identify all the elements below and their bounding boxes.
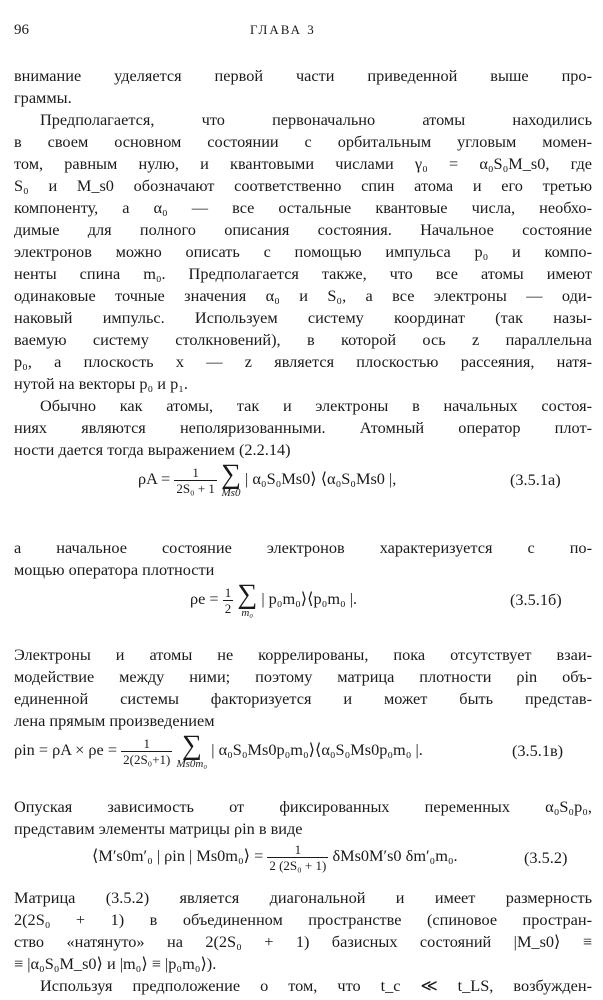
equation-3-5-1a (138, 459, 397, 499)
eq-lhs: ⟨M′s0m′₀ | ρin | Ms0m₀⟩ = (92, 846, 264, 866)
equation-number: (3.5.1в) (512, 741, 564, 760)
eq-body: | α₀S₀Ms0⟩ ⟨α₀S₀Ms0 |, (245, 469, 397, 489)
text-line: Обычно как атомы, так и электроны в начальных состоя- (40, 396, 592, 415)
text-line: единенной системы факторизуется и может быть представ- (14, 689, 592, 708)
eq-frac-den: 2 (224, 601, 232, 616)
equation-3-5-2 (92, 842, 458, 873)
text-line: Предполагается, что первоначально атомы находились (40, 110, 592, 129)
eq-frac-den: 2 (2S₀ + 1) (269, 858, 327, 873)
eq-fraction (174, 465, 217, 496)
text-line: граммы. (14, 88, 72, 107)
sum-index: m₀ (241, 607, 254, 619)
chapter-header: ГЛАВА 3 (250, 22, 316, 37)
text-line: электронов можно описать с помощью импульса p₀ и компо- (14, 242, 592, 261)
eq-body: δMs0M′s0 δm′₀m₀. (332, 846, 458, 866)
eq-frac-den: 2(2S₀+1) (123, 752, 171, 767)
sum-symbol: ∑ Ms0m₀ (176, 730, 208, 770)
text-line: p₀, а плоскость x — z является плоскостью рассеяния, натя- (14, 352, 592, 371)
text-line: ности дается тогда выражением (2.2.14) (14, 440, 291, 459)
text-line: ненты спина m₀. Предполагается также, что все атомы имеют (14, 264, 592, 283)
text-line: а начальное состояние электронов характеризуется с по- (14, 538, 592, 557)
equation-3-5-1v (14, 730, 423, 770)
equation-number: (3.5.2) (524, 848, 568, 867)
eq-frac-num: 1 (121, 736, 172, 752)
eq-body: | α₀S₀Ms0p₀m₀⟩⟨α₀S₀Ms0p₀m₀ |. (211, 740, 423, 760)
eq-fraction (121, 736, 172, 767)
sum-index: Ms0m₀ (176, 758, 208, 770)
text-line: компоненту, а α₀ — все остальные квантовые числа, необхо- (14, 198, 592, 217)
page-number: 96 (14, 22, 29, 38)
sum-index: Ms0 (221, 487, 241, 499)
text-line: S₀ и M_s0 обозначают соответственно спин атома и его третью (14, 176, 592, 195)
text-line: Матрица (3.5.2) является диагональной и имеет размерность (14, 888, 592, 907)
text-line: димые для полного описания состояния. Начальное состояние (14, 220, 592, 239)
eq-fraction (267, 842, 328, 873)
text-line: мощью оператора плотности (14, 560, 215, 579)
eq-frac-den: 2S₀ + 1 (176, 481, 215, 496)
text-line: в своем основном состоянии с орбитальным угловым момен- (14, 132, 592, 151)
text-line: одинаковые точные значения α₀ и S₀, а все электроны — оди- (14, 286, 592, 305)
text-line: наковый импульс. Используем систему координат (так назы- (14, 308, 592, 327)
eq-frac-num: 1 (224, 585, 232, 600)
text-line: внимание уделяется первой части приведенной выше про- (14, 66, 592, 85)
eq-lhs: ρe = (190, 589, 219, 609)
eq-frac-num: 1 (174, 465, 217, 481)
equation-number: (3.5.1б) (510, 590, 562, 609)
text-line: ство «натянуто» на 2(2S₀ + 1) базисных состояний |M_s0⟩ ≡ (14, 932, 592, 951)
text-line: ваемую систему столкновений), в которой ось z параллельна (14, 330, 592, 349)
equation-number: (3.5.1a) (510, 470, 561, 489)
text-line: лена прямым произведением (14, 711, 215, 730)
text-line: представим элементы матрицы ρin в виде (14, 819, 303, 838)
text-line: модействие между ними; поэтому матрица плотности ρin объ- (14, 667, 592, 686)
text-line: Опуская зависимость от фиксированных переменных α₀S₀p₀, (14, 797, 592, 816)
text-line: ниях являются неполяризованными. Атомный оператор плот- (14, 418, 592, 437)
text-line: нутой на векторы p₀ и p₁. (14, 374, 188, 393)
text-line: Используя предположение о том, что t_c ≪ t_LS, возбужден- (40, 976, 592, 995)
sum-symbol: ∑ Ms0 (221, 459, 241, 499)
eq-lhs: ρin = ρA × ρe = (14, 740, 118, 760)
text-line: ≡ |α₀S₀M_s0⟩ и |m₀⟩ ≡ |p₀m₀⟩). (14, 954, 217, 973)
text-line: 2(2S₀ + 1) в объединенном пространстве (спиновое простран- (14, 910, 592, 929)
equation-3-5-1b (190, 579, 358, 619)
eq-body: | p₀m₀⟩⟨p₀m₀ |. (261, 589, 358, 609)
eq-frac-num: 1 (267, 842, 328, 858)
text-line: том, равным нулю, и квантовыми числами γ₀ = α₀S₀M_s0, где (14, 154, 592, 173)
sum-symbol: ∑ m₀ (237, 579, 258, 619)
text-line: Электроны и атомы не коррелированы, пока отсутствует взаи- (14, 645, 592, 664)
eq-fraction (223, 585, 234, 616)
eq-lhs: ρA = (138, 469, 171, 489)
